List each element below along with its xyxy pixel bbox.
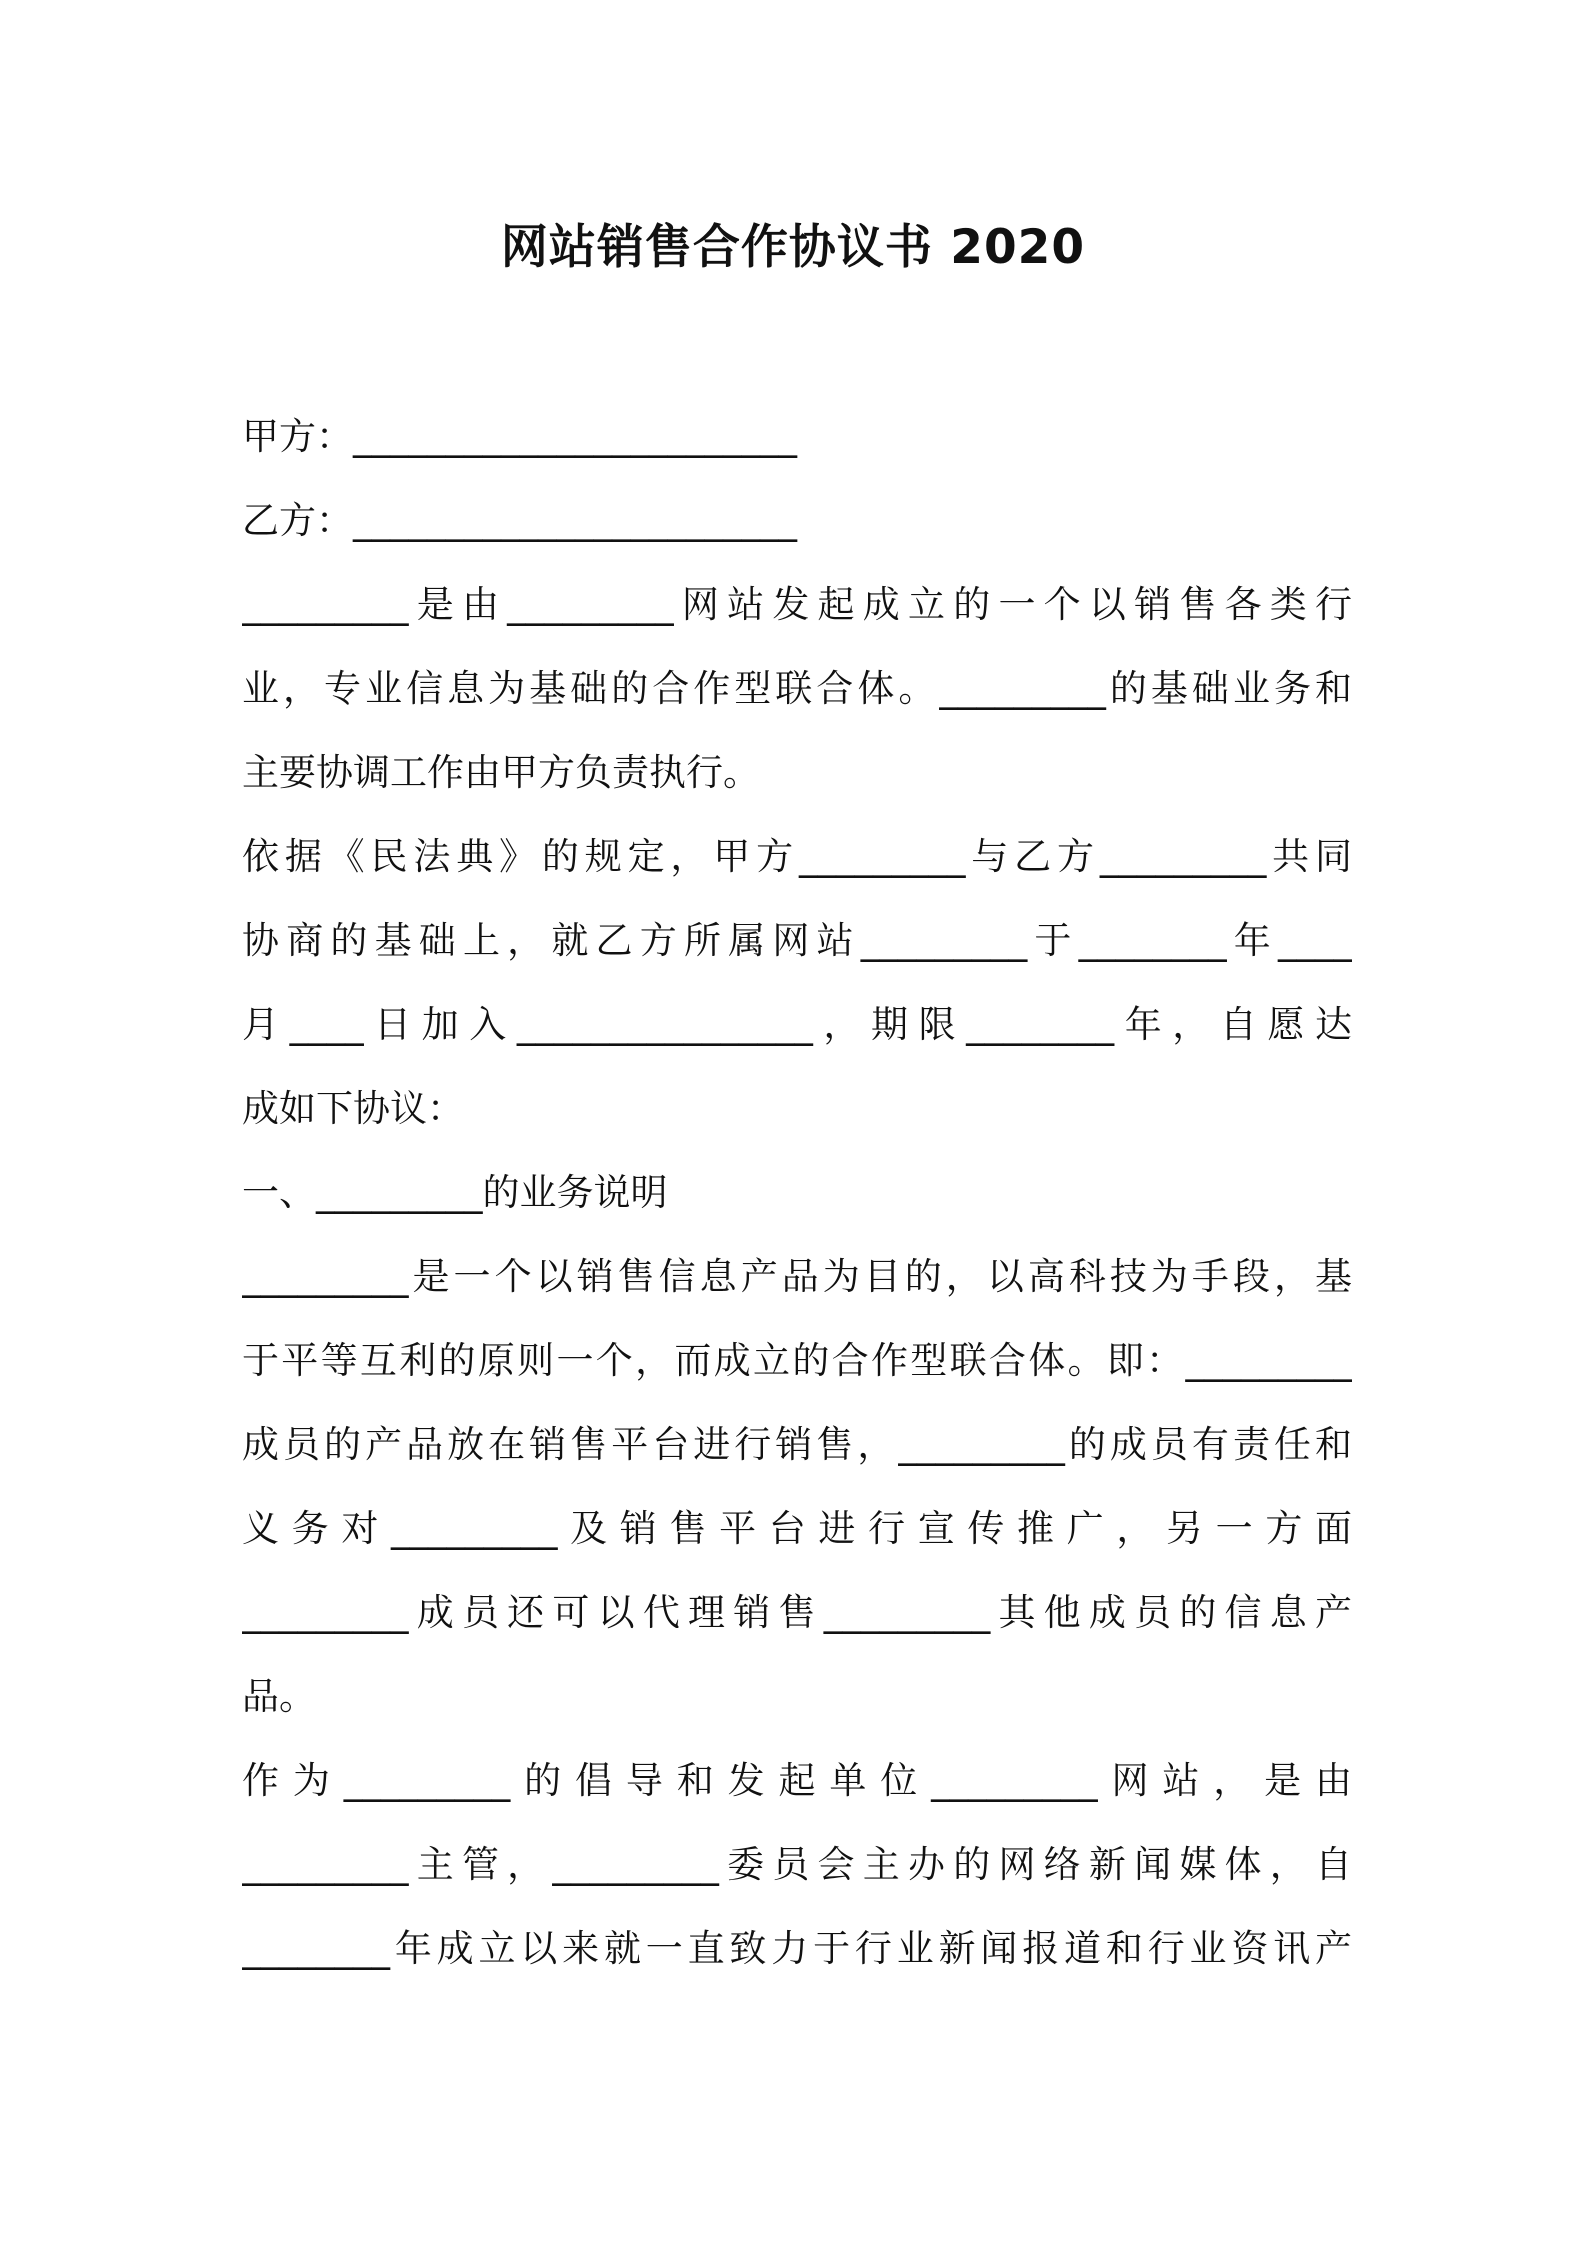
document-title: 网站销售合作协议书 2020: [500, 220, 1086, 275]
body-line: _________成员还可以代理销售_________其他成员的信息产: [242, 1591, 1352, 1634]
body-line: 品。: [242, 1675, 316, 1718]
body-line: ________年成立以来就一直致力于行业新闻报道和行业资讯产: [242, 1927, 1352, 1970]
body-line: 协商的基础上，就乙方所属网站_________于________年____: [242, 919, 1352, 962]
body-line: 成如下协议：: [242, 1087, 464, 1130]
body-line: 业，专业信息为基础的合作型联合体。_________的基础业务和: [242, 667, 1352, 710]
body-line: _________是一个以销售信息产品为目的，以高科技为手段，基: [242, 1255, 1352, 1298]
body-line: 甲方：________________________: [242, 415, 797, 458]
body-line: 义务对_________及销售平台进行宣传推广，另一方面: [242, 1507, 1352, 1550]
body-line: 成员的产品放在销售平台进行销售，_________的成员有责任和: [242, 1423, 1352, 1466]
body-line: 依据《民法典》的规定，甲方_________与乙方_________共同: [242, 835, 1352, 878]
body-line: 乙方：________________________: [242, 499, 797, 542]
body-line: 主要协调工作由甲方负责执行。: [242, 751, 760, 794]
body-line: 月____日加入________________，期限________年，自愿达: [242, 1003, 1352, 1046]
body-line: _________是由_________网站发起成立的一个以销售各类行: [242, 583, 1352, 626]
body-line: 一、_________的业务说明: [242, 1171, 668, 1214]
document-body: [242, 395, 1352, 1991]
body-line: 作为_________的倡导和发起单位_________网站，是由: [242, 1759, 1352, 1802]
body-line: _________主管，_________委员会主办的网络新闻媒体，自: [242, 1843, 1352, 1886]
body-line: 于平等互利的原则一个，而成立的合作型联合体。即：_________: [242, 1339, 1352, 1382]
